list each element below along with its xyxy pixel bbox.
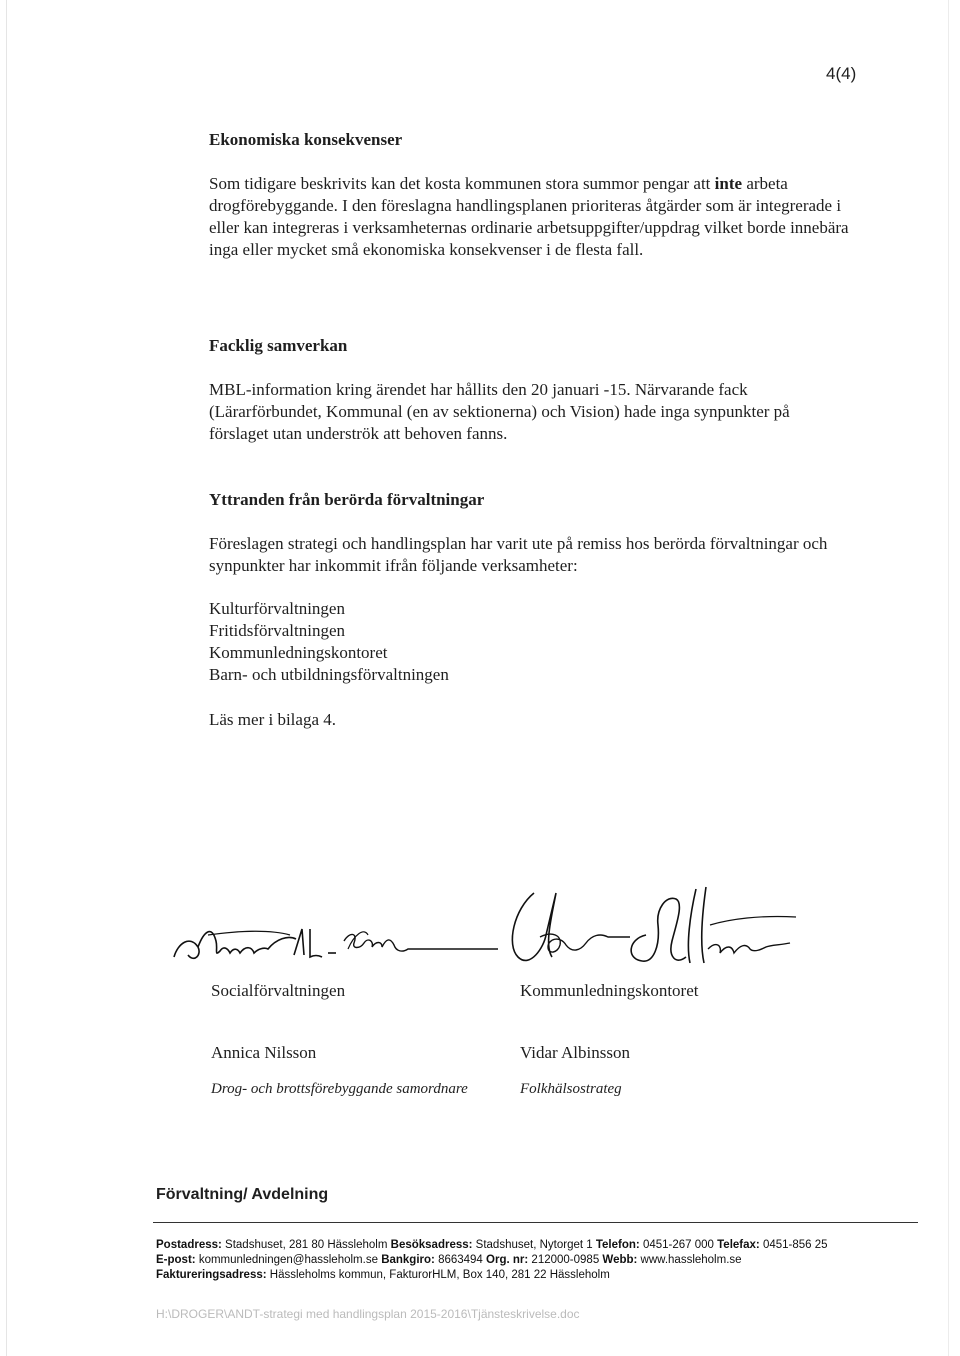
postal-value: Stadshuset, 281 80 Hässleholm [225,1239,388,1251]
list-item: Fritidsförvaltningen [209,621,345,640]
file-path: H:\DROGER\ANDT-strategi med handlingsplan 2015-2016\Tjänsteskrivelse.doc [156,1307,580,1321]
bankgiro-label: Bankgiro: [381,1254,435,1266]
list-item: Kulturförvaltningen [209,599,345,618]
page-number: 4(4) [826,64,857,83]
read-more-text: Läs mer i bilaga 4. [209,710,336,729]
list-item: Barn- och utbildningsförvaltningen [209,665,449,684]
union-heading: Facklig samverkan [209,336,348,355]
footer-contact-info [156,1238,926,1283]
signature-left-title: Drog- och brottsförebyggande samordnare [211,1081,468,1097]
visit-value: Stadshuset, Nytorget 1 [475,1239,593,1251]
footer-divider [153,1222,918,1223]
scan-margin-line-right [948,0,949,1356]
economic-text-pre: Som tidigare beskrivits kan det kosta kommunen stora summor pengar att [209,174,715,193]
email-label: E-post: [156,1254,196,1266]
economic-text-post: arbeta drogförebyggande. I den föreslagna handlingsplanen prioriteras åtgärder som är integrerade i eller kan integreras i verksamheternas ordinarie arbetsuppgifter/uppdrag vilket borde innebära inga eller mycket små ekonomiska konsekvenser i de flesta fall. [209,174,849,259]
economic-section [209,130,849,261]
union-section [209,336,849,445]
web-value: www.hassleholm.se [640,1254,742,1266]
footer-line-2 [156,1253,926,1268]
org-value: 212000-0985 [531,1254,600,1266]
footer-line-3 [156,1268,926,1283]
statements-paragraph: Föreslagen strategi och handlingsplan har varit ute på remiss hos berörda förvaltningar och synpunkter har inkommit ifrån följande verksamheter: [209,534,828,575]
signature-right-image [500,885,800,977]
email-value: kommunledningen@hassleholm.se [198,1254,378,1266]
invoice-label: Faktureringsadress: [156,1269,267,1281]
department-list [209,598,849,686]
signature-left-department: Socialförvaltningen [211,981,346,1000]
economic-text-bold: inte [714,174,743,193]
footer-title: Förvaltning/ Avdelning [156,1186,329,1203]
signature-left-image [168,905,498,975]
phone-label: Telefon: [595,1239,640,1251]
bankgiro-value: 8663494 [438,1254,483,1266]
list-item: Kommunledningskontoret [209,643,388,662]
phone-value: 0451-267 000 [642,1239,714,1251]
footer-line-1 [156,1238,926,1253]
fax-label: Telefax: [717,1239,760,1251]
statements-section [209,490,849,731]
statements-heading: Yttranden från berörda förvaltningar [209,490,485,509]
economic-heading: Ekonomiska konsekvenser [209,130,403,149]
web-label: Webb: [602,1254,638,1266]
postal-label: Postadress: [156,1239,222,1251]
signature-right-name: Vidar Albinsson [520,1043,630,1062]
signature-right-department: Kommunledningskontoret [520,981,699,1000]
scan-margin-line [6,0,7,1356]
union-paragraph: MBL-information kring ärendet har hållits den 20 januari -15. Närvarande fack (Lärarförbundet, Kommunal (en av sektionerna) och Vision) hade inga synpunkter på förslaget utan underströk att behoven fanns. [209,380,790,443]
signature-right [520,981,820,1098]
signature-left-name: Annica Nilsson [211,1043,317,1062]
invoice-value: Hässleholms kommun, FakturorHLM, Box 140, 281 22 Hässleholm [269,1269,610,1281]
signature-right-title: Folkhälsostrateg [520,1081,622,1097]
signature-left [211,981,511,1098]
visit-label: Besöksadress: [390,1239,473,1251]
economic-paragraph [209,173,849,261]
fax-value: 0451-856 25 [762,1239,828,1251]
org-label: Org. nr: [486,1254,529,1266]
